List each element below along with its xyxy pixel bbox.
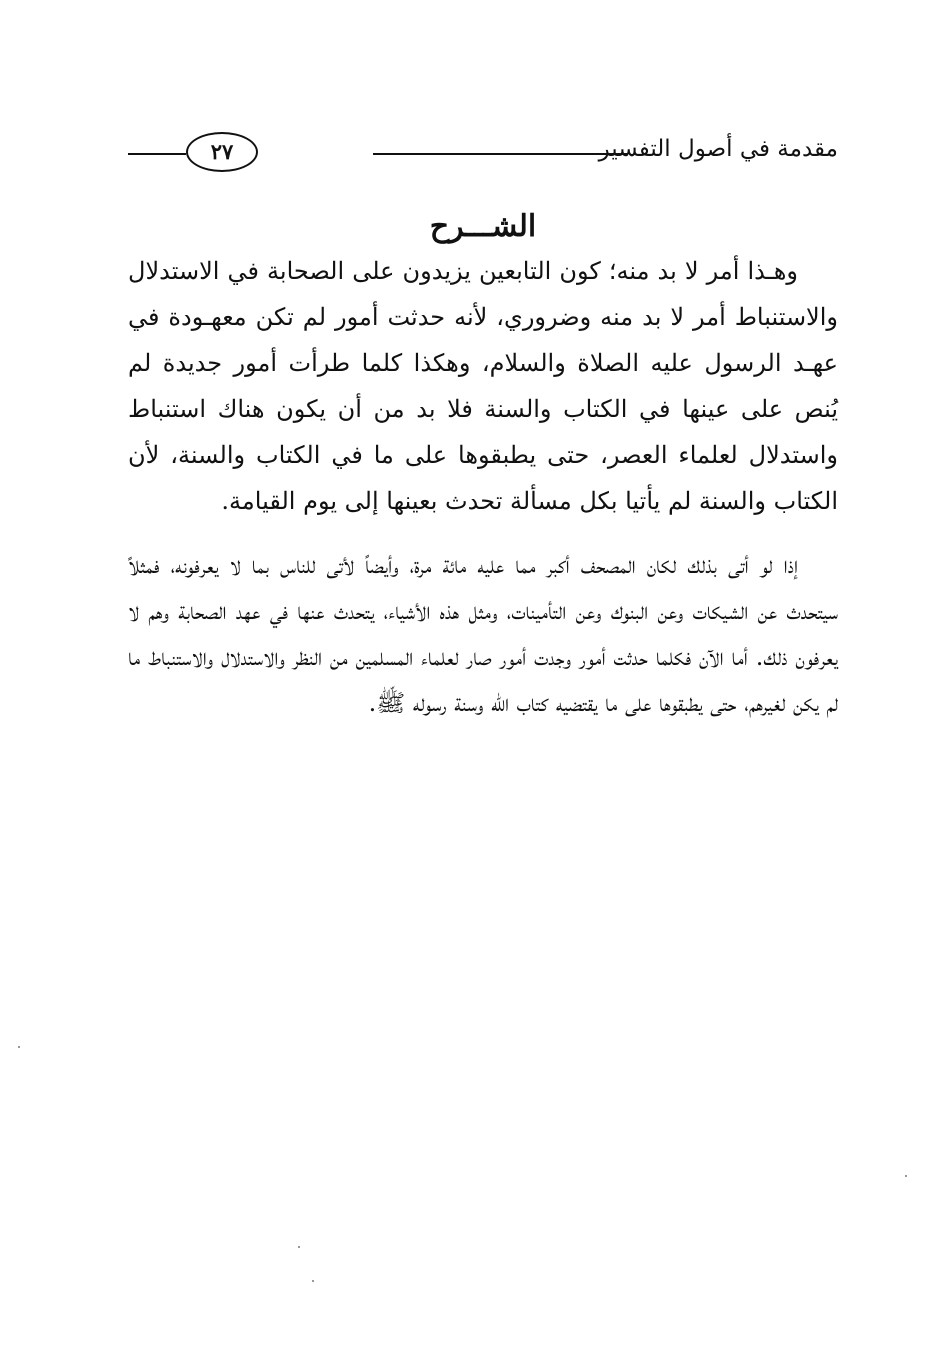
header-rule [373, 153, 628, 155]
scan-speck [312, 1280, 314, 1282]
page-number: ٢٧ [186, 132, 258, 172]
paragraph: وهـذا أمر لا بد منه؛ كون التابعين يزيدون على الصحابة في الاستدلال والاستنباط أمر لا بد منه وضروري، لأنه حدثت أمور لم تكن معهـودة في عهـد الرسول عليه الصلاة والسلام، وهكذا كلما طرأت أمور جديدة لم يُنص على عينها في الكتاب والسنة فلا بد من أن يكون هناك استنباط واستدلال لعلماء العصر، حتى يطبقوها على ما في الكتاب والسنة، لأن الكتاب والسنة لم يأتيا بكل مسألة تحدث بعينها إلى يوم القيامة. [128, 257, 838, 515]
scan-speck [298, 1246, 300, 1248]
header-rule-left [128, 153, 186, 155]
paragraph: إذا لو أتى بذلك لكان المصحف أكبر مما عليه مائة مرة، وأيضاً لأتى للناس بما لا يعرفونه، فمثلاً سيتحدث عن الشيكات وعن البنوك وعن التأمينات، ومثل هذه الأشياء، يتحدث عنها في عهد الصحابة وهم لا يعرفون ذلك. أما الآن فكلما حدثت أمور وجدت أمور صار لعلماء المسلمين من النظر والاستدلال والاستنباط ما لم يكن لغيرهم، حتى يطبقوها على ما يقتضيه كتاب الله وسنة رسوله ﷺ. [128, 551, 838, 717]
running-header [128, 128, 838, 176]
section-heading: الشـــرح [429, 209, 537, 244]
scan-speck [18, 1046, 20, 1048]
header-title: مقدمة في أصول التفسير [598, 136, 838, 162]
scan-speck [905, 1175, 907, 1177]
body-text [128, 248, 838, 744]
